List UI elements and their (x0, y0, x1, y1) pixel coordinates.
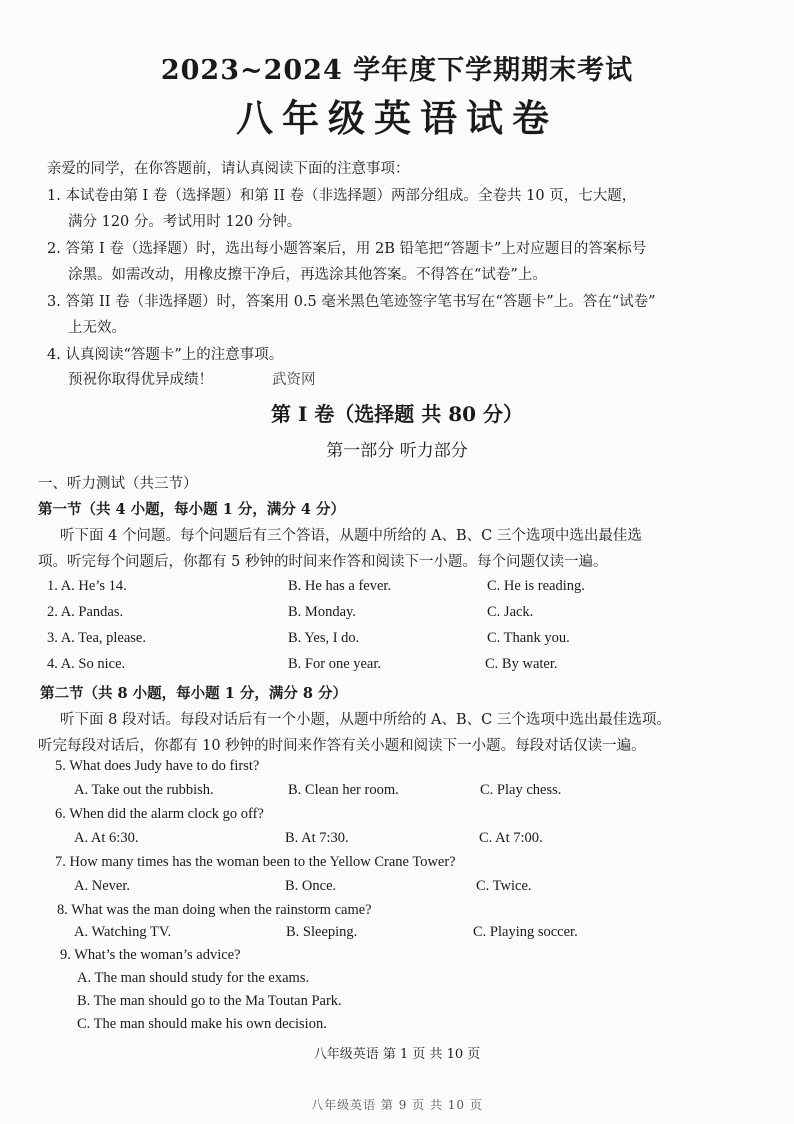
part2-title: 第二节（共 8 小题，每小题 1 分，满分 8 分） (40, 685, 348, 702)
bleed-through-footer: 八年级英语 第 9 页 共 10 页 (311, 1098, 483, 1112)
part2-instruction: 听下面 8 段对话。每段对话后有一个小题，从题中所给的 A、B、C 三个选项中选出最佳选项。 (60, 712, 671, 728)
notice-item-2-cont: 涂黑。如需改动，用橡皮擦干净后，再选涂其他答案。不得答在“试卷”上。 (68, 267, 547, 283)
q6-option-b: B. At 7:30. (285, 830, 349, 846)
q3-option-a: 3. A. Tea, please. (47, 630, 146, 646)
q8-option-a: A. Watching TV. (74, 924, 172, 940)
notice-item-3-cont: 上无效。 (68, 320, 126, 336)
q5-option-c: C. Play chess. (480, 782, 562, 798)
q9-option-a: A. The man should study for the exams. (77, 970, 310, 986)
q2-option-b: B. Monday. (288, 604, 356, 620)
watermark-text: 武资网 (272, 372, 316, 388)
q1-option-c: C. He is reading. (487, 578, 585, 594)
page-footer: 八年级英语 第 1 页 共 10 页 (313, 1047, 481, 1062)
q4-option-c: C. By water. (485, 656, 558, 672)
q7-option-a: A. Never. (74, 878, 130, 894)
q2-option-c: C. Jack. (487, 604, 534, 620)
q7-option-b: B. Once. (285, 878, 337, 894)
q3-option-c: C. Thank you. (487, 630, 570, 646)
notice-item-1-cont: 满分 120 分。考试用时 120 分钟。 (68, 214, 302, 230)
q6-option-c: C. At 7:00. (479, 830, 543, 846)
exam-title: 2023~2024 学年度下学期期末考试 (160, 55, 634, 86)
part1-instruction: 听下面 4 个问题。每个问题后有三个答语，从题中所给的 A、B、C 三个选项中选出最佳选 (60, 528, 642, 544)
notice-intro: 亲爱的同学，在你答题前，请认真阅读下面的注意事项： (47, 161, 410, 177)
q7-option-c: C. Twice. (476, 878, 532, 894)
notice-item-3: 3. 答第 II 卷（非选择题）时，答案用 0.5 毫米黑色笔迹签字笔书写在“答题卡”上。答在“试卷” (47, 294, 656, 310)
q8-option-b: B. Sleeping. (286, 924, 358, 940)
q9-option-c: C. The man should make his own decision. (77, 1016, 327, 1032)
q2-option-a: 2. A. Pandas. (47, 604, 124, 620)
q5-option-a: A. Take out the rubbish. (74, 782, 214, 798)
q9-stem: 9. What’s the woman’s advice? (60, 947, 241, 963)
q6-stem: 6. When did the alarm clock go off? (55, 806, 264, 822)
part-title: 第一部分 听力部分 (326, 441, 468, 461)
q5-stem: 5. What does Judy have to do first? (55, 758, 260, 774)
notice-wish: 预祝你取得优异成绩！ (68, 372, 213, 388)
part1-instruction-cont: 项。听完每个问题后，你都有 5 秒钟的时间来作答和阅读下一小题。每个问题仅读一遍。 (38, 554, 608, 570)
q8-stem: 8. What was the man doing when the rainstorm came? (57, 902, 372, 918)
notice-item-2: 2. 答第 I 卷（选择题）时，选出每小题答案后，用 2B 铅笔把“答题卡”上对应题目的答案标号 (47, 241, 647, 257)
q1-option-a: 1. A. He’s 14. (47, 578, 127, 594)
volume-title: 第 I 卷（选择题 共 80 分） (270, 402, 523, 426)
q1-option-b: B. He has a fever. (288, 578, 392, 594)
q4-option-a: 4. A. So nice. (47, 656, 126, 672)
q7-stem: 7. How many times has the woman been to the Yellow Crane Tower? (55, 854, 456, 870)
q4-option-b: B. For one year. (288, 656, 382, 672)
q5-option-b: B. Clean her room. (288, 782, 399, 798)
notice-item-4: 4. 认真阅读“答题卡”上的注意事项。 (47, 347, 284, 363)
q8-option-c: C. Playing soccer. (473, 924, 578, 940)
q9-option-b: B. The man should go to the Ma Toutan Park. (77, 993, 342, 1009)
notice-item-1: 1. 本试卷由第 I 卷（选择题）和第 II 卷（非选择题）两部分组成。全卷共 10 页，七大题， (47, 188, 637, 204)
q3-option-b: B. Yes, I do. (288, 630, 360, 646)
q6-option-a: A. At 6:30. (74, 830, 139, 846)
section-heading: 一、听力测试（共三节） (38, 476, 198, 492)
part1-title: 第一节（共 4 小题，每小题 1 分，满分 4 分） (38, 501, 346, 518)
exam-subtitle: 八年级英语试卷 (236, 96, 558, 140)
part2-instruction-cont: 听完每段对话后，你都有 10 秒钟的时间来作答有关小题和阅读下一小题。每段对话仅读一遍。 (38, 738, 646, 754)
